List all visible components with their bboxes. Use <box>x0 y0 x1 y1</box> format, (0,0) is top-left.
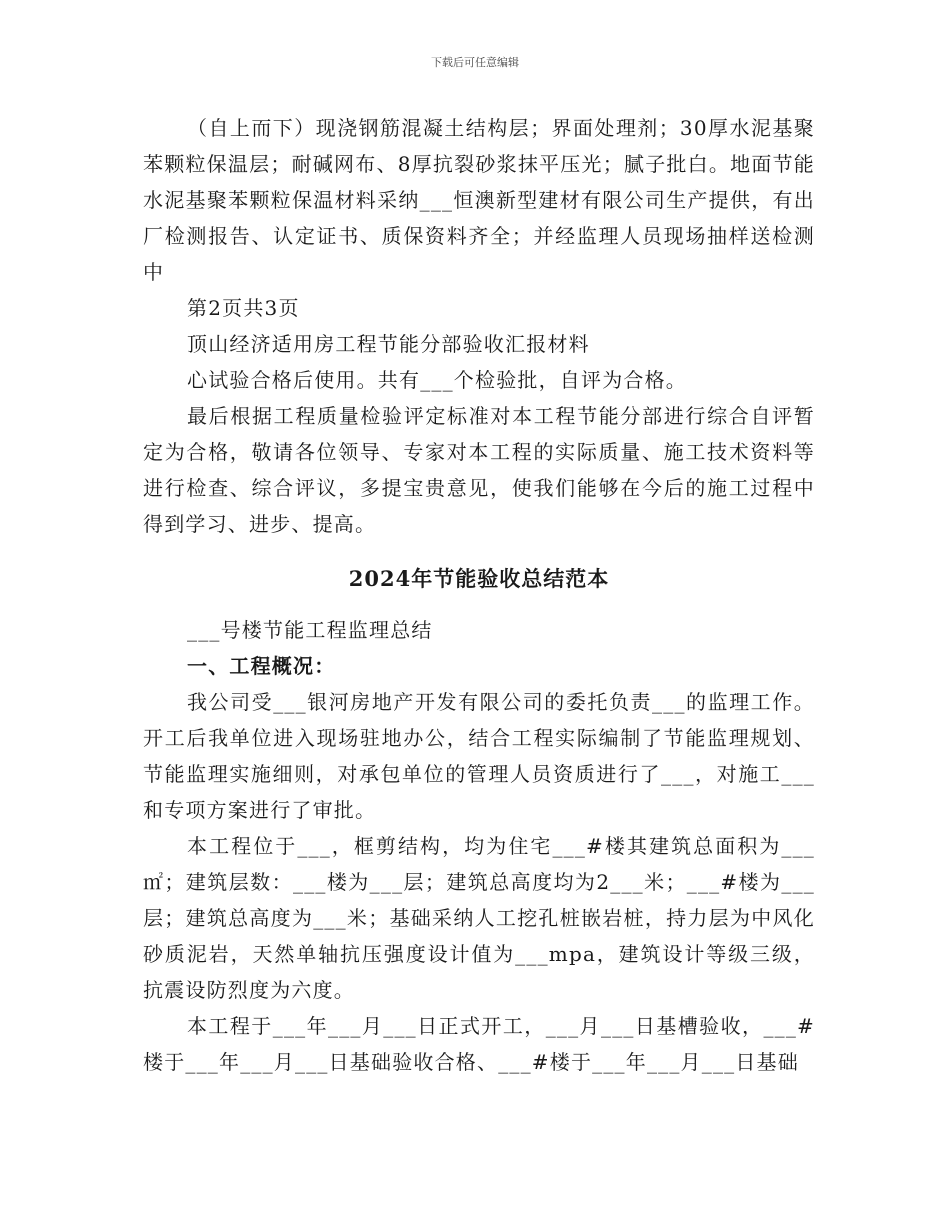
document-title-line: 顶山经济适用房工程节能分部验收汇报材料 <box>187 332 590 356</box>
document-body <box>143 110 815 1080</box>
subtitle: ___号楼节能工程监理总结 <box>187 618 433 642</box>
paragraph-location: 本工程位于___，框剪结构，均为住宅___#楼其建筑总面积为___㎡；建筑层数：___楼为___层；建筑总高度均为2___米；___#楼为___层；建筑总高度为___米；基础采纳人工挖孔桩嵌岩桩，持力层为中风化砂质泥岩，天然单轴抗压强度设计值为___mpa，建筑设计等级三级，抗震设防烈度为六度。 <box>143 834 815 1002</box>
paragraph-conclusion: 最后根据工程质量检验评定标准对本工程节能分部进行综合自评暂定为合格，敬请各位领导、专家对本工程的实际质量、施工技术资料等进行检查、综合评议，多提宝贵意见，使我们能够在今后的施工过程中得到学习、进步、提高。 <box>143 404 815 536</box>
paragraph-schedule: 本工程于___年___月___日正式开工，___月___日基槽验收，___#楼于___年___月___日基础验收合格、___#楼于___年___月___日基础 <box>143 1014 815 1074</box>
paragraph-commission: 我公司受___银河房地产开发有限公司的委托负责___的监理工作。开工后我单位进入现场驻地办公，结合工程实际编制了节能监理规划、节能监理实施细则，对承包单位的管理人员资质进行了___，对施工___和专项方案进行了审批。 <box>143 690 815 822</box>
paragraph-inspection: 心试验合格后使用。共有___个检验批，自评为合格。 <box>187 368 687 392</box>
heading-overview: 一、工程概况： <box>187 654 336 678</box>
page-marker: 第2页共3页 <box>187 296 300 320</box>
header-note: 下载后可任意编辑 <box>431 56 519 69</box>
paragraph-materials: （自上而下）现浇钢筋混凝土结构层；界面处理剂；30厚水泥基聚苯颗粒保温层；耐碱网布、8厚抗裂砂浆抹平压光；腻子批白。地面节能水泥基聚苯颗粒保温材料采纳___恒澳新型建材有限公司生产提供，有出厂检测报告、认定证书、质保资料齐全；并经监理人员现场抽样送检测中 <box>143 116 815 284</box>
section-title: 2024年节能验收总结范本 <box>348 566 610 591</box>
